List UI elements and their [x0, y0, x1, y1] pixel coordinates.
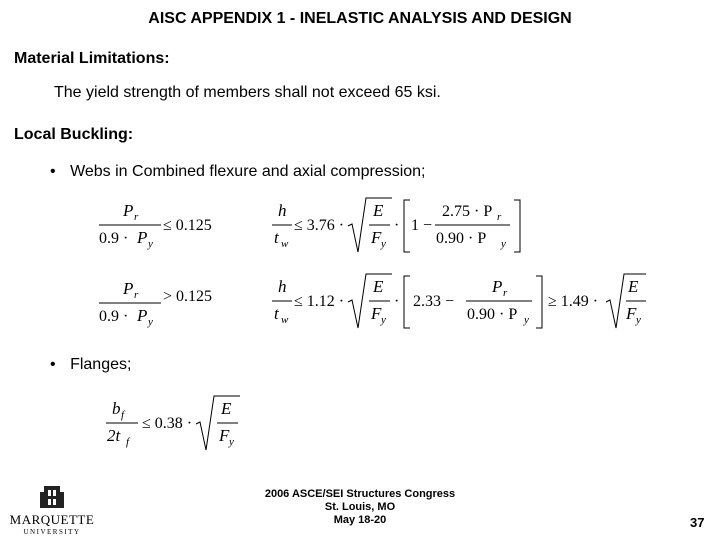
- page-number: 37: [690, 515, 705, 530]
- svg-text:r: r: [134, 289, 139, 301]
- equation-3: [104, 394, 254, 456]
- svg-text:·: ·: [394, 293, 400, 310]
- svg-text:≥ 1.49 ·: ≥ 1.49 ·: [548, 293, 599, 310]
- svg-text:0.90 · P: 0.90 · P: [436, 230, 487, 247]
- footer-line-1: 2006 ASCE/SEI Structures Congress: [264, 488, 456, 500]
- local-buckling-heading: Local Buckling:: [14, 126, 134, 143]
- svg-text:y: y: [148, 316, 153, 328]
- svg-text:> 0.125: > 0.125: [163, 288, 213, 305]
- svg-text:≤ 3.76 ·: ≤ 3.76 ·: [294, 217, 345, 234]
- svg-text:h: h: [278, 277, 287, 296]
- bullet-dot: •: [50, 163, 56, 180]
- svg-text:MARQUETTE: MARQUETTE: [9, 512, 95, 527]
- svg-text:r: r: [497, 211, 502, 223]
- marquette-logo: [6, 484, 98, 536]
- material-heading: Material Limitations:: [14, 50, 170, 67]
- bullet-webs-text: Webs in Combined flexure and axial compression;: [70, 163, 426, 180]
- svg-text:E: E: [628, 277, 639, 296]
- svg-text:t: t: [274, 228, 279, 247]
- svg-text:≤ 1.12 ·: ≤ 1.12 ·: [294, 293, 345, 310]
- svg-text:1 −: 1 −: [411, 217, 433, 234]
- bullet-dot: •: [50, 356, 56, 373]
- svg-text:w: w: [281, 238, 289, 250]
- svg-text:P: P: [137, 228, 148, 247]
- svg-text:w: w: [281, 314, 289, 326]
- svg-text:b: b: [112, 399, 121, 418]
- building-icon: [6, 484, 98, 536]
- bullet-flanges: [50, 356, 131, 374]
- svg-text:y: y: [636, 314, 641, 326]
- equation-1-right: [270, 196, 530, 258]
- svg-text:h: h: [278, 201, 287, 220]
- equation-2-right: [270, 270, 650, 334]
- bullet-webs: [50, 163, 426, 181]
- svg-text:y: y: [229, 436, 234, 448]
- svg-text:F: F: [626, 304, 637, 323]
- svg-text:y: y: [501, 238, 506, 250]
- svg-text:r: r: [503, 287, 508, 299]
- svg-text:F: F: [371, 228, 382, 247]
- svg-text:F: F: [219, 426, 230, 445]
- svg-text:0.9 ·: 0.9 ·: [99, 308, 129, 325]
- svg-text:y: y: [524, 314, 529, 326]
- svg-text:P: P: [492, 277, 503, 296]
- footer: [230, 488, 490, 527]
- svg-text:2.33 −: 2.33 −: [413, 293, 455, 310]
- svg-text:t: t: [274, 304, 279, 323]
- svg-text:E: E: [221, 399, 232, 418]
- equation-2-left: [95, 274, 235, 330]
- eq1-num: P: [123, 201, 134, 220]
- svg-text:2.75 · P: 2.75 · P: [442, 203, 493, 220]
- svg-text:UNIVERSITY: UNIVERSITY: [23, 528, 81, 536]
- svg-text:y: y: [381, 238, 386, 250]
- svg-text:2t: 2t: [107, 426, 121, 445]
- bullet-flanges-text: Flanges;: [70, 356, 132, 373]
- svg-text:y: y: [381, 314, 386, 326]
- material-text: The yield strength of members shall not exceed 65 ksi.: [54, 84, 441, 101]
- svg-text:≤ 0.38 ·: ≤ 0.38 ·: [142, 415, 193, 432]
- svg-text:P: P: [137, 306, 148, 325]
- footer-line-3: May 18-20: [333, 514, 387, 526]
- svg-text:P: P: [123, 279, 134, 298]
- svg-text:E: E: [373, 201, 384, 220]
- svg-text:y: y: [148, 238, 153, 250]
- svg-text:f: f: [121, 409, 125, 421]
- svg-text:r: r: [134, 211, 139, 223]
- svg-text:0.90 · P: 0.90 · P: [467, 306, 518, 323]
- svg-text:·: ·: [394, 217, 400, 234]
- svg-text:≤ 0.125: ≤ 0.125: [163, 217, 212, 234]
- equation-1-left: [95, 196, 235, 252]
- slide-title: AISC APPENDIX 1 - INELASTIC ANALYSIS AND DESIGN: [148, 10, 572, 27]
- svg-text:F: F: [371, 304, 382, 323]
- svg-text:f: f: [126, 436, 130, 448]
- svg-text:0.9 ·: 0.9 ·: [99, 230, 129, 247]
- svg-text:E: E: [373, 277, 384, 296]
- footer-line-2: St. Louis, MO: [324, 501, 396, 513]
